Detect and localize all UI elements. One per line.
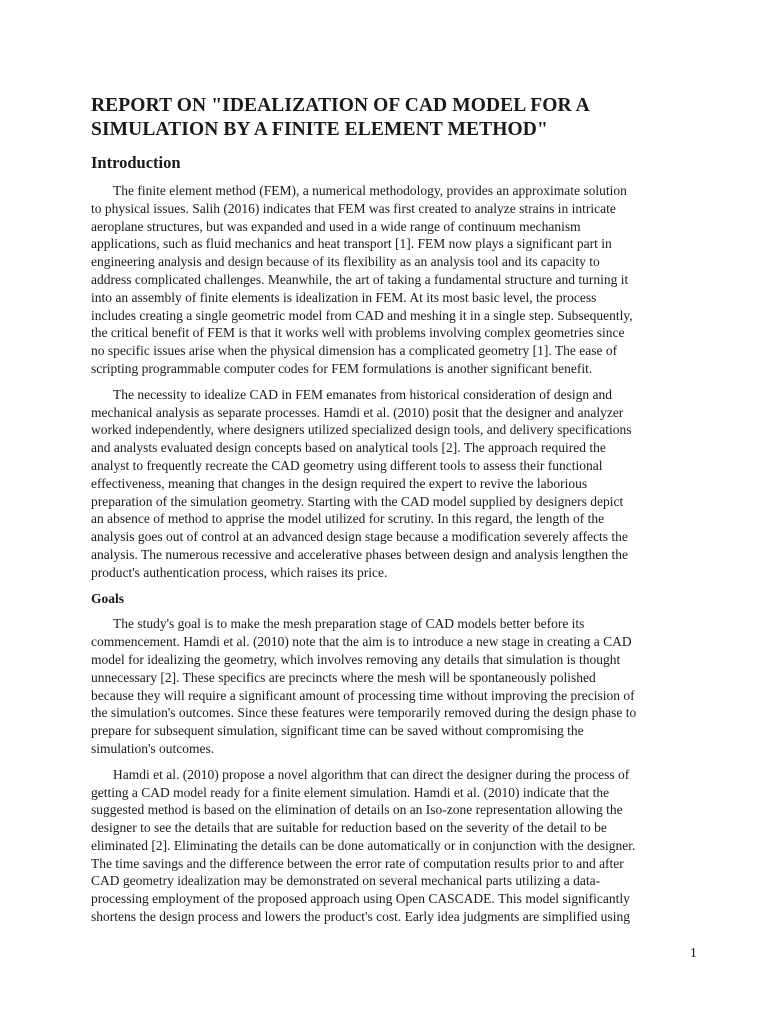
section-heading-introduction: Introduction bbox=[91, 153, 181, 172]
section-heading-goals: Goals bbox=[91, 590, 125, 606]
text-line: model for idealizing the geometry, which involves removing any details that simulation is thought bbox=[91, 651, 621, 667]
text-line: analyst to frequently recreate the CAD geometry using different tools to assess their functional bbox=[91, 457, 603, 473]
text-line: processing employment of the proposed approach using Open CASCADE. This model significantly bbox=[91, 891, 630, 907]
text-line: unnecessary [2]. These specifics are precincts where the mesh will be spontaneously polished bbox=[91, 669, 596, 685]
paragraph bbox=[91, 615, 699, 757]
text-line: simulation's outcomes. bbox=[91, 740, 215, 756]
text-line: mechanical analysis as separate processes. Hamdi et al. (2010) posit that the designer and analyzer bbox=[91, 404, 624, 420]
text-line: The study's goal is to make the mesh preparation stage of CAD models better before its bbox=[113, 616, 585, 632]
page-number: 1 bbox=[690, 945, 697, 960]
text-line: The finite element method (FEM), a numerical methodology, provides an approximate solution bbox=[113, 183, 627, 198]
text-line: shortens the design process and lowers the product's cost. Early idea judgments are simplified using bbox=[91, 909, 630, 925]
text-line: into an assembly of finite elements is idealization in FEM. At its most basic level, the process bbox=[91, 289, 597, 305]
text-line: includes creating a single geometric model from CAD and meshing it in a single step. Subsequently, bbox=[91, 307, 633, 323]
text-line: product's authentication process, which raises its price. bbox=[91, 564, 388, 580]
text-line: no specific issues arise when the physical dimension has a complicated geometry [1]. The ease of bbox=[91, 343, 618, 359]
text-line: engineering analysis and design because of its flexibility as an analysis tool and its capacity to bbox=[91, 254, 600, 270]
text-line: designer to see the details that are suitable for reduction based on the severity of the detail to be bbox=[91, 820, 607, 836]
document-body bbox=[91, 94, 699, 934]
paragraph bbox=[91, 386, 699, 582]
text-line: suggested method is based on the elimination of details on an Iso-zone representation allowing the bbox=[91, 802, 623, 818]
report-title-line: SIMULATION BY A FINITE ELEMENT METHOD" bbox=[91, 118, 548, 140]
text-line: an absence of method to apprise the model utilized for scrutiny. In this regard, the length of the bbox=[91, 511, 605, 527]
text-line: The time savings and the difference between the error rate of computation results prior to and after bbox=[91, 855, 624, 871]
text-line: effectiveness, meaning that changes in the design required the expert to revive the laborious bbox=[91, 475, 588, 491]
text-line: CAD geometry idealization may be demonstrated on several mechanical parts utilizing a data- bbox=[91, 873, 601, 889]
text-line: Hamdi et al. (2010) propose a novel algorithm that can direct the designer during the process of bbox=[113, 766, 630, 782]
text-line: worked independently, where designers utilized specialized design tools, and delivery specifications bbox=[91, 422, 632, 438]
text-line: commencement. Hamdi et al. (2010) note that the aim is to introduce a new stage in creating a CAD bbox=[91, 634, 632, 650]
paragraph bbox=[91, 766, 699, 926]
text-line: aeroplane structures, but was expanded and used in a wide range of continuum mechanism bbox=[91, 218, 581, 234]
text-line: The necessity to idealize CAD in FEM emanates from historical consideration of design and bbox=[113, 386, 612, 402]
text-line: analysis goes out of control at an advanced design stage because a modification severely affects the bbox=[91, 529, 628, 545]
paragraph bbox=[91, 182, 699, 378]
text-line: to physical issues. Salih (2016) indicates that FEM was first created to analyze strains in intricate bbox=[91, 200, 616, 216]
text-line: because they will require a significant amount of processing time without improving the precision of bbox=[91, 687, 635, 703]
text-line: the simulation's outcomes. Since these features were temporarily removed during the design phase to bbox=[91, 705, 637, 721]
text-line: analysis. The numerous recessive and accelerative phases between design and analysis lengthen the bbox=[91, 546, 628, 562]
text-line: scripting programmable computer codes for FEM formulations is another significant benefit. bbox=[91, 360, 593, 376]
text-line: address complicated challenges. Meanwhile, the art of taking a fundamental structure and turning it bbox=[91, 271, 629, 287]
text-line: getting a CAD model ready for a finite element simulation. Hamdi et al. (2010) indicate that the bbox=[91, 784, 610, 800]
report-title-line: REPORT ON "IDEALIZATION OF CAD MODEL FOR A bbox=[91, 95, 590, 116]
text-line: applications, such as fluid mechanics and heat transport [1]. FEM now plays a significant part in bbox=[91, 236, 612, 252]
text-line: eliminated [2]. Eliminating the details can be done automatically or in conjunction with the designer. bbox=[91, 837, 636, 853]
text-line: the critical benefit of FEM is that it works well with problems involving complex geometries since bbox=[91, 325, 625, 341]
text-line: preparation of the simulation geometry. Starting with the CAD model supplied by designers depict bbox=[91, 493, 624, 509]
report-title bbox=[91, 94, 699, 141]
text-line: and analysts evaluated design concepts based on analytical tools [2]. The approach required the bbox=[91, 440, 606, 456]
text-line: prepare for subsequent simulation, significant time can be saved without compromising the bbox=[91, 723, 584, 739]
